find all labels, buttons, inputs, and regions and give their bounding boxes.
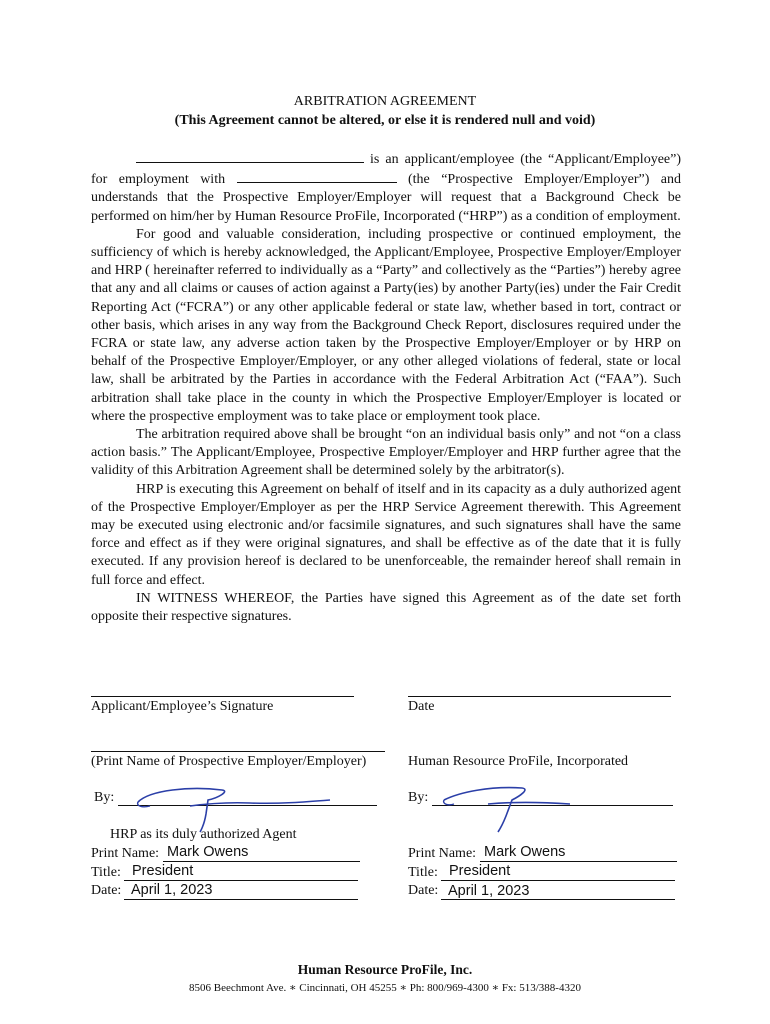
individual-basis-paragraph: The arbitration required above shall be brought “on an individual basis only” and not “on a class action basis.” The Applicant/Employee, Prospective Employer/Employer and HRP further agree that the validity of this Arbitration Agreement shall be determined solely by the arbitrator(s). bbox=[91, 427, 681, 479]
left-date-line[interactable] bbox=[124, 899, 358, 900]
left-by-label: By: bbox=[94, 790, 115, 805]
employer-print-label: (Print Name of Prospective Employer/Employer) bbox=[91, 754, 367, 769]
right-print-name-label: Print Name: bbox=[408, 846, 477, 861]
right-print-name-line[interactable] bbox=[480, 861, 677, 862]
applicant-name-blank[interactable] bbox=[136, 149, 364, 163]
applicant-signature-label: Applicant/Employee’s Signature bbox=[91, 699, 274, 714]
witness-paragraph: IN WITNESS WHEREOF, the Parties have signed this Agreement as of the date set forth opposite their respective signatures. bbox=[91, 590, 681, 625]
left-print-name-label: Print Name: bbox=[91, 846, 160, 861]
intro-paragraph bbox=[91, 149, 681, 226]
right-by-label: By: bbox=[408, 790, 429, 805]
left-title-label: Title: bbox=[91, 865, 121, 880]
right-signature-scribble bbox=[440, 776, 640, 836]
intro-text-b: (the “Prospective Employer/Employer”) and understands that the Prospective Employer/Employer will request that a Background Check be performed on him/her by Human Resource ProFile, Incorporated (“HRP”) as a condition of employment. bbox=[91, 172, 682, 224]
left-title-value: President bbox=[132, 863, 194, 879]
right-title-value: President bbox=[449, 863, 511, 879]
hrp-company-label: Human Resource ProFile, Incorporated bbox=[408, 754, 629, 769]
document-title: ARBITRATION AGREEMENT bbox=[293, 94, 477, 109]
document-subtitle: (This Agreement cannot be altered, or else it is rendered null and void) bbox=[174, 113, 596, 128]
footer-address: 8506 Beechmont Ave. ∗ Cincinnati, OH 45255 ∗ Ph: 800/969-4300 ∗ Fx: 513/388-4320 bbox=[189, 982, 581, 994]
date-signature-line[interactable] bbox=[408, 696, 671, 697]
applicant-signature-line[interactable] bbox=[91, 696, 354, 697]
hrp-agent-paragraph: HRP is executing this Agreement on behalf of itself and in its capacity as a duly authorized agent of the Prospective Employer/Employer as per the HRP Service Agreement therewith. This Agreement may be executed using electronic and/or facsimile signatures, and such signatures shall have the same force and effect as if they were original signatures, and shall be effective as of the date that it is fully executed. If any provision hereof is declared to be unenforceable, the remainder hereof shall remain in full force and effect. bbox=[91, 481, 681, 588]
employer-name-blank[interactable] bbox=[237, 169, 397, 183]
employer-name-line[interactable] bbox=[91, 751, 385, 752]
date-label: Date bbox=[408, 699, 435, 714]
left-date-value: April 1, 2023 bbox=[131, 882, 213, 898]
left-date-label: Date: bbox=[91, 883, 122, 898]
intro-text-a: is an applicant/employee (the “Applicant/Employee”) for employment with bbox=[91, 152, 682, 188]
left-print-name-line[interactable] bbox=[163, 861, 360, 862]
right-date-value: April 1, 2023 bbox=[448, 883, 530, 899]
agreement-body bbox=[91, 149, 681, 626]
right-title-label: Title: bbox=[408, 865, 438, 880]
consideration-paragraph: For good and valuable consideration, including prospective or continued employment, the sufficiency of which is hereby acknowledged, the Applicant/Employee, Prospective Employer/Employer and HRP ( hereinafter referred to individually as a “Party” and collectively as the “Parties”) hereby agree that any and all claims or causes of action against a Party(ies) by another Party(ies) under the Fair Credit Reporting Act (“FCRA”) or any other applicable federal or state law, whether based in tort, contract or other basis, which arises in any way from the Background Check Report, disclosures required under the FCRA or state law, any adverse action taken by the Prospective Employer/Employer or by HRP on behalf of the Prospective Employer/Employer, or any other alleged violations of federal, state or local law, shall be arbitrated by the Parties in accordance with the Federal Arbitration Act (“FAA”). Such arbitration shall take place in the county in which the Prospective Employer/Employer is located or where the prospective employment was to take place or employment took place. bbox=[91, 226, 681, 424]
left-print-name-value: Mark Owens bbox=[167, 844, 249, 860]
right-date-line[interactable] bbox=[441, 899, 675, 900]
right-print-name-value: Mark Owens bbox=[484, 844, 566, 860]
hrp-agent-label: HRP as its duly authorized Agent bbox=[110, 827, 297, 842]
right-date-label: Date: bbox=[408, 883, 439, 898]
right-title-line[interactable] bbox=[441, 880, 675, 881]
footer-company: Human Resource ProFile, Inc. bbox=[297, 962, 473, 977]
left-title-line[interactable] bbox=[124, 880, 358, 881]
